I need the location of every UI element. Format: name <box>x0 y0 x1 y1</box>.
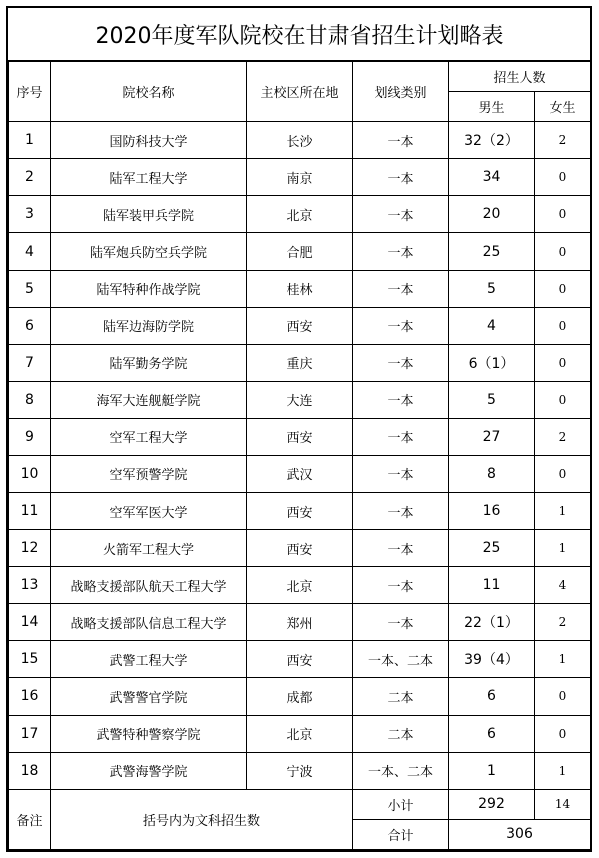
cell-location: 桂林 <box>247 270 353 307</box>
remark-label: 备注 <box>9 789 51 849</box>
cell-school: 武警警官学院 <box>51 678 247 715</box>
cell-index: 2 <box>9 159 51 196</box>
cell-line-type: 一本 <box>353 381 449 418</box>
enrollment-table-sheet <box>6 6 592 852</box>
cell-female: 0 <box>535 270 591 307</box>
cell-location: 重庆 <box>247 344 353 381</box>
cell-female: 0 <box>535 455 591 492</box>
cell-location: 西安 <box>247 641 353 678</box>
header-line-type: 划线类别 <box>353 61 449 122</box>
cell-female: 0 <box>535 381 591 418</box>
table-row <box>9 418 591 455</box>
cell-location: 北京 <box>247 567 353 604</box>
cell-female: 0 <box>535 307 591 344</box>
cell-line-type: 一本 <box>353 455 449 492</box>
cell-female: 2 <box>535 122 591 159</box>
table-title: 2020年度军队院校在甘肃省招生计划略表 <box>9 8 591 61</box>
cell-female: 1 <box>535 641 591 678</box>
cell-male: 1 <box>449 752 535 789</box>
cell-line-type: 一本 <box>353 604 449 641</box>
cell-location: 北京 <box>247 196 353 233</box>
cell-female: 0 <box>535 678 591 715</box>
cell-index: 17 <box>9 715 51 752</box>
header-location: 主校区所在地 <box>247 61 353 122</box>
cell-index: 1 <box>9 122 51 159</box>
table-row <box>9 678 591 715</box>
cell-index: 7 <box>9 344 51 381</box>
table-row <box>9 233 591 270</box>
cell-male: 20 <box>449 196 535 233</box>
cell-index: 5 <box>9 270 51 307</box>
cell-school: 国防科技大学 <box>51 122 247 159</box>
table-row <box>9 344 591 381</box>
cell-location: 合肥 <box>247 233 353 270</box>
cell-female: 0 <box>535 159 591 196</box>
cell-male: 5 <box>449 381 535 418</box>
enrollment-table <box>8 8 591 850</box>
cell-male: 6 <box>449 678 535 715</box>
cell-location: 大连 <box>247 381 353 418</box>
cell-index: 14 <box>9 604 51 641</box>
table-row <box>9 122 591 159</box>
cell-index: 11 <box>9 493 51 530</box>
table-row <box>9 530 591 567</box>
cell-female: 1 <box>535 530 591 567</box>
cell-index: 15 <box>9 641 51 678</box>
cell-line-type: 一本 <box>353 196 449 233</box>
cell-location: 郑州 <box>247 604 353 641</box>
cell-index: 10 <box>9 455 51 492</box>
cell-male: 16 <box>449 493 535 530</box>
cell-line-type: 一本 <box>353 270 449 307</box>
cell-female: 0 <box>535 196 591 233</box>
table-row <box>9 159 591 196</box>
table-row <box>9 493 591 530</box>
table-row <box>9 604 591 641</box>
cell-school: 陆军勤务学院 <box>51 344 247 381</box>
cell-line-type: 一本 <box>353 493 449 530</box>
table-row <box>9 715 591 752</box>
cell-male: 4 <box>449 307 535 344</box>
cell-index: 4 <box>9 233 51 270</box>
cell-male: 8 <box>449 455 535 492</box>
cell-location: 武汉 <box>247 455 353 492</box>
header-female: 女生 <box>535 92 591 122</box>
table-row <box>9 641 591 678</box>
cell-school: 战略支援部队信息工程大学 <box>51 604 247 641</box>
cell-location: 西安 <box>247 530 353 567</box>
cell-line-type: 一本 <box>353 530 449 567</box>
table-row <box>9 196 591 233</box>
cell-line-type: 一本 <box>353 418 449 455</box>
cell-school: 火箭军工程大学 <box>51 530 247 567</box>
cell-school: 陆军特种作战学院 <box>51 270 247 307</box>
cell-school: 武警特种警察学院 <box>51 715 247 752</box>
table-row <box>9 270 591 307</box>
cell-male: 34 <box>449 159 535 196</box>
cell-location: 北京 <box>247 715 353 752</box>
subtotal-label: 小计 <box>353 789 449 819</box>
cell-female: 0 <box>535 233 591 270</box>
header-male: 男生 <box>449 92 535 122</box>
cell-female: 0 <box>535 344 591 381</box>
cell-index: 13 <box>9 567 51 604</box>
cell-index: 6 <box>9 307 51 344</box>
cell-female: 4 <box>535 567 591 604</box>
cell-line-type: 一本 <box>353 122 449 159</box>
cell-line-type: 一本、二本 <box>353 752 449 789</box>
cell-male: 22（1） <box>449 604 535 641</box>
subtotal-female: 14 <box>535 789 591 819</box>
cell-location: 西安 <box>247 418 353 455</box>
cell-line-type: 二本 <box>353 678 449 715</box>
cell-school: 武警海警学院 <box>51 752 247 789</box>
cell-line-type: 一本 <box>353 159 449 196</box>
cell-school: 战略支援部队航天工程大学 <box>51 567 247 604</box>
header-enroll: 招生人数 <box>449 61 591 92</box>
cell-male: 25 <box>449 233 535 270</box>
cell-location: 西安 <box>247 307 353 344</box>
cell-female: 1 <box>535 752 591 789</box>
cell-line-type: 一本、二本 <box>353 641 449 678</box>
table-row <box>9 381 591 418</box>
table-row <box>9 307 591 344</box>
table-row <box>9 567 591 604</box>
cell-school: 陆军边海防学院 <box>51 307 247 344</box>
cell-location: 南京 <box>247 159 353 196</box>
cell-male: 27 <box>449 418 535 455</box>
cell-school: 陆军工程大学 <box>51 159 247 196</box>
cell-male: 32（2） <box>449 122 535 159</box>
cell-line-type: 一本 <box>353 344 449 381</box>
cell-line-type: 一本 <box>353 567 449 604</box>
cell-index: 8 <box>9 381 51 418</box>
cell-line-type: 二本 <box>353 715 449 752</box>
cell-index: 9 <box>9 418 51 455</box>
cell-school: 空军军医大学 <box>51 493 247 530</box>
header-index: 序号 <box>9 61 51 122</box>
cell-school: 空军预警学院 <box>51 455 247 492</box>
cell-female: 2 <box>535 418 591 455</box>
table-row <box>9 455 591 492</box>
cell-line-type: 一本 <box>353 233 449 270</box>
cell-index: 12 <box>9 530 51 567</box>
cell-location: 西安 <box>247 493 353 530</box>
cell-school: 陆军炮兵防空兵学院 <box>51 233 247 270</box>
remark-text: 括号内为文科招生数 <box>51 789 353 849</box>
cell-male: 5 <box>449 270 535 307</box>
cell-male: 6 <box>449 715 535 752</box>
cell-school: 陆军装甲兵学院 <box>51 196 247 233</box>
cell-female: 1 <box>535 493 591 530</box>
cell-male: 39（4） <box>449 641 535 678</box>
cell-male: 11 <box>449 567 535 604</box>
cell-school: 武警工程大学 <box>51 641 247 678</box>
cell-location: 长沙 <box>247 122 353 159</box>
cell-male: 25 <box>449 530 535 567</box>
cell-index: 18 <box>9 752 51 789</box>
cell-male: 6（1） <box>449 344 535 381</box>
cell-location: 宁波 <box>247 752 353 789</box>
cell-school: 空军工程大学 <box>51 418 247 455</box>
table-row <box>9 752 591 789</box>
cell-female: 0 <box>535 715 591 752</box>
total-label: 合计 <box>353 819 449 849</box>
cell-female: 2 <box>535 604 591 641</box>
total-value: 306 <box>449 819 591 849</box>
cell-location: 成都 <box>247 678 353 715</box>
cell-index: 16 <box>9 678 51 715</box>
cell-school: 海军大连舰艇学院 <box>51 381 247 418</box>
subtotal-male: 292 <box>449 789 535 819</box>
cell-line-type: 一本 <box>353 307 449 344</box>
cell-index: 3 <box>9 196 51 233</box>
header-school: 院校名称 <box>51 61 247 122</box>
